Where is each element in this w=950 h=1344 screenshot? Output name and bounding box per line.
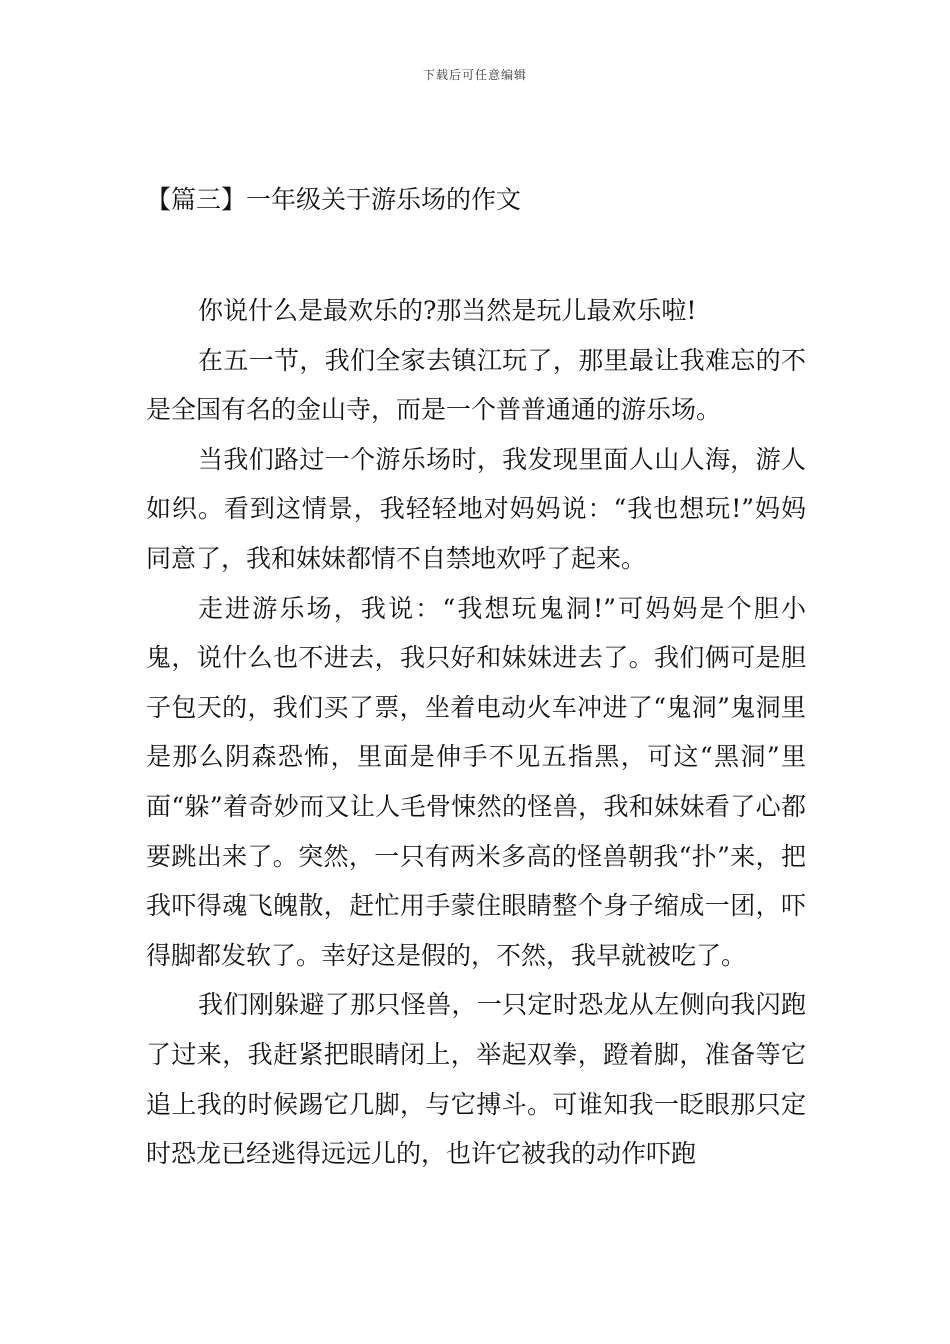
document-title: 【篇三】一年级关于游乐场的作文	[146, 185, 522, 214]
paragraph: 在五一节，我们全家去镇江玩了，那里最让我难忘的不是全国有名的金山寺，而是一个普普通通的游乐场。	[146, 345, 806, 425]
paragraph: 走进游乐场，我说：“我想玩鬼洞!”可妈妈是个胆小鬼，说什么也不进去，我只好和妹妹进去了。我们俩可是胆子包天的，我们买了票，坐着电动火车冲进了“鬼洞”鬼洞里是那么阴森恐怖，里面是伸手不见五指黑，可这“黑洞”里面“躲”着奇妙而又让人毛骨悚然的怪兽，我和妹妹看了心都要跳出来了。突然，一只有两米多高的怪兽朝我“扑”来，把我吓得魂飞魄散，赶忙用手蒙住眼睛整个身子缩成一团，吓得脚都发软了。幸好这是假的，不然，我早就被吃了。	[146, 593, 806, 970]
header-note: 下载后可任意编辑	[422, 68, 527, 82]
document-body	[146, 286, 806, 1179]
paragraph: 你说什么是最欢乐的?那当然是玩儿最欢乐啦!	[198, 296, 697, 325]
paragraph: 我们刚躲避了那只怪兽，一只定时恐龙从左侧向我闪跑了过来，我赶紧把眼睛闭上，举起双拳，蹬着脚，准备等它追上我的时候踢它几脚，与它搏斗。可谁知我一眨眼那只定时恐龙已经逃得远远儿的，也许它被我的动作吓跑	[146, 990, 806, 1169]
paragraph: 当我们路过一个游乐场时，我发现里面人山人海，游人如织。看到这情景，我轻轻地对妈妈说：“我也想玩!”妈妈同意了，我和妹妹都情不自禁地欢呼了起来。	[146, 444, 806, 573]
